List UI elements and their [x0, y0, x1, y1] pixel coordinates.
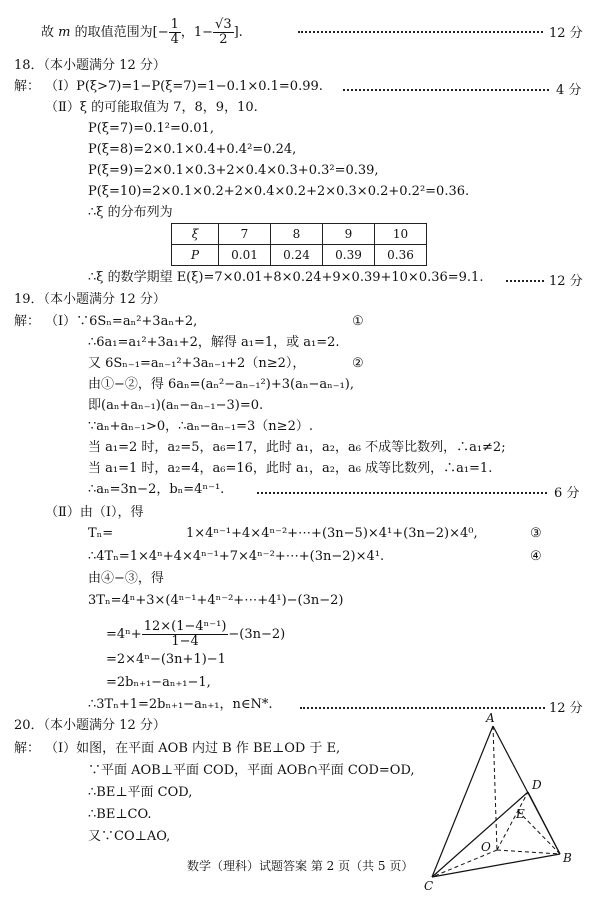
table-cell: 7	[219, 224, 271, 245]
t3-line-d: =2bₙ₊₁−aₙ₊₁−1,	[106, 675, 211, 690]
t3-line-c: =2×4ⁿ−(3n+1)−1	[106, 652, 226, 667]
edge-od	[497, 792, 528, 850]
circle-4: ④	[530, 549, 542, 564]
table-cell: 0.36	[375, 245, 427, 266]
q19-line-i: ∴aₙ=3n−2，bₙ=4ⁿ⁻¹.	[88, 482, 225, 497]
dot-leader	[343, 89, 549, 91]
circle-3: ③	[530, 526, 542, 541]
circle-2: ②	[352, 356, 364, 371]
tn-series: 1×4ⁿ⁻¹+4×4ⁿ⁻²+⋯+(3n−5)×4¹+(3n−2)×4⁰,	[186, 526, 478, 541]
prob-8: P(ξ=8)=2×0.1×0.4+0.4²=0.24,	[88, 142, 297, 157]
edge-cd	[432, 792, 528, 877]
table-cell: 9	[323, 224, 375, 245]
q19-line-f: ∵aₙ+aₙ₋₁>0，∴aₙ−aₙ₋₁=3（n≥2）.	[88, 419, 313, 434]
tetrahedron-figure	[420, 712, 590, 897]
tn-times4: ∴4Tₙ=1×4ⁿ+4×4ⁿ⁻¹+7×4ⁿ⁻²+⋯+(3n−2)×4¹.	[88, 549, 385, 564]
edge-db	[528, 792, 560, 854]
table-cell: ξ	[172, 224, 219, 245]
edge-ao	[493, 726, 497, 850]
table-cell: P	[172, 245, 219, 266]
q20-line-d: ∴BE⊥CO.	[88, 807, 152, 822]
q20-heading: 20．（本小题满分 12 分）	[14, 718, 166, 733]
q18-heading: 18．（本小题满分 12 分）	[14, 58, 166, 73]
score-label: 12 分	[549, 26, 583, 41]
label-c: C	[424, 879, 434, 893]
t3-line-b: =4ⁿ+ $\frac{\text{12×(1−4ⁿ⁻¹)}}{1-4}$ −(3n−2)	[106, 619, 286, 649]
score-label: 6 分	[554, 486, 580, 501]
prob-7: P(ξ=7)=0.1²=0.01,	[88, 121, 214, 136]
t3-line-e: ∴3Tₙ+1=2bₙ₊₁−aₙ₊₁，n∈N*.	[88, 697, 273, 712]
q20-line-e: 又∵CO⊥AO,	[88, 829, 171, 844]
table-cell: 0.39	[323, 245, 375, 266]
dot-leader	[298, 31, 543, 33]
q19-line-a: （Ⅰ）∵6Sₙ=aₙ²+3aₙ+2,	[45, 314, 198, 329]
table-cell: 10	[375, 224, 427, 245]
table-row	[172, 224, 427, 245]
circle-1: ①	[352, 314, 364, 329]
dot-leader	[506, 280, 544, 282]
table-cell: 8	[271, 224, 323, 245]
fraction-sum: $\frac{\text{12×(1−4ⁿ⁻¹)}}{1-4}$	[143, 619, 227, 649]
edge-ac	[432, 726, 493, 877]
label-e: E	[516, 807, 525, 821]
table-cell: 0.24	[271, 245, 323, 266]
label-o: O	[481, 840, 491, 854]
dist-title: ∴ξ 的分布列为	[88, 205, 173, 220]
distribution-table	[171, 223, 427, 266]
answer-label: 解：	[14, 79, 41, 94]
table-cell: 0.01	[219, 245, 271, 266]
dot-leader	[300, 707, 545, 709]
t3-line-a: 3Tₙ=4ⁿ+3×(4ⁿ⁻¹+4ⁿ⁻²+⋯+4¹)−(3n−2)	[88, 593, 344, 608]
q19-line-e: 即(aₙ+aₙ₋₁)(aₙ−aₙ₋₁−3)=0.	[88, 398, 264, 413]
subtract-line: 由④−③，得	[88, 571, 164, 586]
tn-label: Tₙ=	[88, 526, 114, 541]
q18-part1: （Ⅰ）P(ξ>7)=1−P(ξ=7)=1−0.1×0.1=0.99.	[45, 79, 323, 94]
q20-line-a: （Ⅰ）如图，在平面 AOB 内过 B 作 BE⊥OD 于 E,	[45, 741, 341, 756]
answer-label: 解：	[14, 314, 41, 329]
edge-cb	[432, 854, 560, 877]
expectation: ∴ξ 的数学期望 E(ξ)=7×0.01+8×0.24+9×0.39+10×0.36=9.1.	[88, 270, 484, 285]
page-footer: 数学（理科）试题答案 第 2 页（共 5 页）	[187, 859, 414, 873]
q19-line-h: 当 a₁=1 时，a₂=4，a₆=16，此时 a₁，a₂，a₆ 成等比数列，∴a₁=1.	[88, 461, 493, 476]
q20-line-b: ∵平面 AOB⊥平面 COD，平面 AOB∩平面 COD=OD,	[88, 763, 415, 778]
q19-line-d: 由①−②，得 6aₙ=(aₙ²−aₙ₋₁²)+3(aₙ−aₙ₋₁),	[88, 377, 354, 392]
q20-line-c: ∴BE⊥平面 COD,	[88, 785, 193, 800]
score-label: 12 分	[549, 701, 583, 716]
answer-label: 解：	[14, 741, 41, 756]
q19-line-b: ∴6a₁=a₁²+3a₁+2，解得 a₁=1，或 a₁=2.	[88, 335, 340, 350]
label-b: B	[563, 851, 572, 865]
prob-10: P(ξ=10)=2×0.1×0.2+2×0.4×0.2+2×0.3×0.2+0.2²=0.36.	[88, 184, 470, 199]
label-d: D	[532, 778, 542, 792]
q19-part2: （Ⅱ）由（Ⅰ），得	[45, 505, 144, 520]
q18-part2: （Ⅱ）ξ 的可能取值为 7，8，9，10.	[45, 100, 258, 115]
dot-leader	[257, 492, 547, 494]
q19-line-g: 当 a₁=2 时，a₂=5，a₆=17，此时 a₁，a₂，a₆ 不成等比数列，∴a₁≠2;	[88, 440, 506, 455]
label-a: A	[486, 712, 495, 725]
fraction-quarter: $\frac{1}{4}$	[170, 17, 179, 47]
score-label: 4 分	[556, 83, 582, 98]
q19-line-c: 又 6Sₙ₋₁=aₙ₋₁²+3aₙ₋₁+2（n≥2），	[88, 356, 306, 371]
range-line: 故 m 的取值范围为[− $\frac{1}{4}$ ，1− $\frac{√3}{2}$ ].	[41, 17, 243, 47]
score-label: 12 分	[549, 274, 583, 289]
prob-9: P(ξ=9)=2×0.1×0.3+2×0.4×0.3+0.3²=0.39,	[88, 163, 379, 178]
fraction-sqrt3-half: $\frac{√3}{2}$	[215, 17, 232, 47]
q19-heading: 19．（本小题满分 12 分）	[14, 292, 166, 307]
table-row	[172, 245, 427, 266]
edge-ob	[497, 850, 560, 854]
